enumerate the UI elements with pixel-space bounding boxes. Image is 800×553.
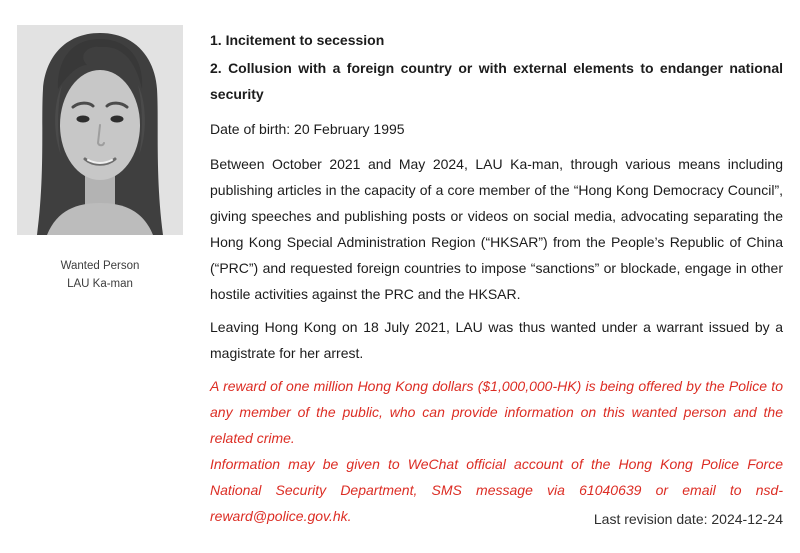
reward-notice-block [210, 373, 783, 529]
wanted-person-photo [17, 25, 183, 235]
photo-caption-name: LAU Ka-man [67, 278, 133, 290]
photo-caption-role: Wanted Person [60, 260, 140, 272]
portrait-illustration [17, 25, 183, 235]
date-of-birth: Date of birth: 20 February 1995 [210, 121, 405, 137]
warrant-paragraph: Leaving Hong Kong on 18 July 2021, LAU was thus wanted under a warrant issued by a magistrate for her arrest. [210, 319, 783, 361]
charge-item-2: 2. Collusion with a foreign country or with external elements to endanger national security [210, 60, 783, 102]
allegation-paragraph: Between October 2021 and May 2024, LAU Ka-man, through various means including publishing articles in the capacity of a core member of the “Hong Kong Democracy Council”, giving speeches and publishing posts or videos on social media, advocating separating the Hong Kong Special Administration Region (“HKSAR”) from the People’s Republic of China (“PRC”) and requested foreign countries to impose “sanctions” or blockade, engage in other hostile activities against the PRC and the HKSAR. [210, 156, 783, 302]
footer [594, 511, 783, 527]
last-revision-date: Last revision date: 2024-12-24 [593, 511, 783, 527]
reward-paragraph: A reward of one million Hong Kong dollars ($1,000,000-HK) is being offered by the Police to any member of the public, who can provide information on this wanted person and the related crime. [210, 378, 783, 446]
photo-caption [17, 257, 183, 293]
photo-column [17, 25, 183, 293]
contact-paragraph: Information may be given to WeChat official account of the Hong Kong Police Force National Security Department, SMS message via 61040639 or email to nsd-reward@police.gov.hk. [210, 456, 783, 524]
notice-text-column [210, 27, 783, 529]
charge-item-1: 1. Incitement to secession [210, 32, 385, 48]
